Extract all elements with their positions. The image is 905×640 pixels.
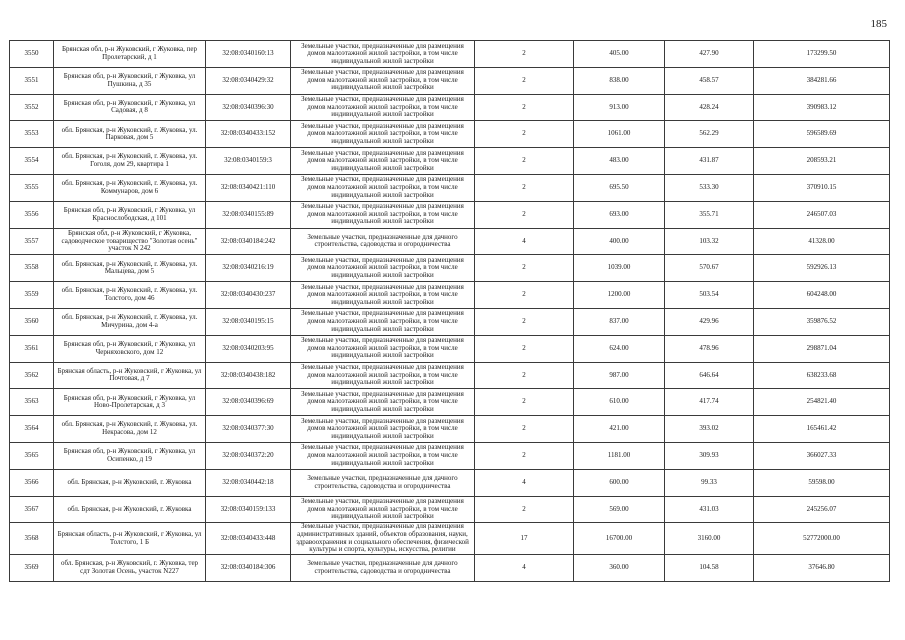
specific-value-cell: 309.93 [665, 442, 754, 469]
cadastral-number-cell: 32:08:0340203:95 [206, 335, 291, 362]
cadastral-value-cell: 604248.00 [754, 282, 890, 309]
row-number-cell: 3550 [10, 41, 54, 68]
cadastral-number-cell: 32:08:0340159:133 [206, 496, 291, 523]
land-use-cell: Земельные участки, предназначенные для размещения домов малоэтажной жилой застройки, в том числе индивидуальной жилой застройки [291, 335, 475, 362]
cadastral-value-cell: 359876.52 [754, 308, 890, 335]
area-cell: 693.00 [574, 201, 665, 228]
table-row [10, 523, 890, 554]
table-row [10, 94, 890, 121]
address-cell: обл. Брянская, р-н Жуковский, г. Жуковка, ул. Толстого, дом 46 [54, 282, 206, 309]
land-plot-registry-table [9, 40, 890, 582]
cadastral-value-cell: 59598.00 [754, 469, 890, 496]
land-use-cell: Земельные участки, предназначенные для размещения домов малоэтажной жилой застройки, в том числе индивидуальной жилой застройки [291, 201, 475, 228]
cadastral-number-cell: 32:08:0340159:3 [206, 148, 291, 175]
specific-value-cell: 3160.00 [665, 523, 754, 554]
specific-value-cell: 431.03 [665, 496, 754, 523]
cadastral-number-cell: 32:08:0340430:237 [206, 282, 291, 309]
table-row [10, 554, 890, 581]
use-group-cell: 4 [475, 469, 574, 496]
use-group-cell: 2 [475, 308, 574, 335]
area-cell: 600.00 [574, 469, 665, 496]
use-group-cell: 2 [475, 201, 574, 228]
use-group-cell: 2 [475, 416, 574, 443]
table-row [10, 174, 890, 201]
land-use-cell: Земельные участки, предназначенные для размещения домов малоэтажной жилой застройки, в том числе индивидуальной жилой застройки [291, 389, 475, 416]
specific-value-cell: 503.54 [665, 282, 754, 309]
use-group-cell: 4 [475, 228, 574, 255]
address-cell: Брянская обл, р-н Жуковский, г Жуковка, ул Пушкина, д 35 [54, 67, 206, 94]
area-cell: 1181.00 [574, 442, 665, 469]
area-cell: 405.00 [574, 41, 665, 68]
use-group-cell: 2 [475, 362, 574, 389]
address-cell: Брянская обл, р-н Жуковский, г Жуковка, садоводческое товарищество "Золотая осень" участок N 242 [54, 228, 206, 255]
cadastral-value-cell: 596589.69 [754, 121, 890, 148]
cadastral-number-cell: 32:08:0340184:306 [206, 554, 291, 581]
area-cell: 838.00 [574, 67, 665, 94]
land-use-cell: Земельные участки, предназначенные для размещения домов малоэтажной жилой застройки, в том числе индивидуальной жилой застройки [291, 67, 475, 94]
cadastral-value-cell: 298871.04 [754, 335, 890, 362]
cadastral-value-cell: 52772000.00 [754, 523, 890, 554]
area-cell: 610.00 [574, 389, 665, 416]
row-number-cell: 3554 [10, 148, 54, 175]
area-cell: 1039.00 [574, 255, 665, 282]
land-use-cell: Земельные участки, предназначенные для размещения домов малоэтажной жилой застройки, в том числе индивидуальной жилой застройки [291, 94, 475, 121]
address-cell: Брянская обл, р-н Жуковский, г Жуковка, пер Пролетарский, д 1 [54, 41, 206, 68]
cadastral-number-cell: 32:08:0340160:13 [206, 41, 291, 68]
land-use-cell: Земельные участки, предназначенные для дачного строительства, садоводства и огородничества [291, 469, 475, 496]
use-group-cell: 2 [475, 335, 574, 362]
cadastral-value-cell: 638233.68 [754, 362, 890, 389]
land-use-cell: Земельные участки, предназначенные для размещения домов малоэтажной жилой застройки, в том числе индивидуальной жилой застройки [291, 442, 475, 469]
row-number-cell: 3557 [10, 228, 54, 255]
use-group-cell: 2 [475, 496, 574, 523]
row-number-cell: 3563 [10, 389, 54, 416]
specific-value-cell: 431.87 [665, 148, 754, 175]
specific-value-cell: 533.30 [665, 174, 754, 201]
cadastral-number-cell: 32:08:0340195:15 [206, 308, 291, 335]
cadastral-number-cell: 32:08:0340377:30 [206, 416, 291, 443]
specific-value-cell: 478.96 [665, 335, 754, 362]
cadastral-value-cell: 390983.12 [754, 94, 890, 121]
row-number-cell: 3569 [10, 554, 54, 581]
cadastral-value-cell: 165461.42 [754, 416, 890, 443]
cadastral-number-cell: 32:08:0340216:19 [206, 255, 291, 282]
cadastral-value-cell: 254821.40 [754, 389, 890, 416]
area-cell: 913.00 [574, 94, 665, 121]
table-row [10, 389, 890, 416]
table-row [10, 41, 890, 68]
row-number-cell: 3561 [10, 335, 54, 362]
address-cell: обл. Брянская, р-н Жуковский, г. Жуковка, ул. Мальцева, дом 5 [54, 255, 206, 282]
table-row [10, 442, 890, 469]
table-row [10, 121, 890, 148]
address-cell: Брянская обл, р-н Жуковский, г Жуковка, ул Краснослободская, д 101 [54, 201, 206, 228]
row-number-cell: 3555 [10, 174, 54, 201]
use-group-cell: 2 [475, 67, 574, 94]
land-use-cell: Земельные участки, предназначенные для дачного строительства, садоводства и огородничества [291, 228, 475, 255]
cadastral-value-cell: 384281.66 [754, 67, 890, 94]
cadastral-value-cell: 246507.03 [754, 201, 890, 228]
specific-value-cell: 646.64 [665, 362, 754, 389]
area-cell: 483.00 [574, 148, 665, 175]
cadastral-value-cell: 208593.21 [754, 148, 890, 175]
specific-value-cell: 428.24 [665, 94, 754, 121]
table-row [10, 282, 890, 309]
cadastral-value-cell: 41328.00 [754, 228, 890, 255]
row-number-cell: 3558 [10, 255, 54, 282]
address-cell: Брянская обл, р-н Жуковский, г Жуковка, ул Ново-Пролетарская, д 3 [54, 389, 206, 416]
land-use-cell: Земельные участки, предназначенные для размещения домов малоэтажной жилой застройки, в том числе индивидуальной жилой застройки [291, 121, 475, 148]
cadastral-value-cell: 173299.50 [754, 41, 890, 68]
use-group-cell: 2 [475, 282, 574, 309]
row-number-cell: 3552 [10, 94, 54, 121]
table-row [10, 228, 890, 255]
row-number-cell: 3553 [10, 121, 54, 148]
registry-body [10, 41, 890, 582]
row-number-cell: 3565 [10, 442, 54, 469]
area-cell: 1061.00 [574, 121, 665, 148]
use-group-cell: 2 [475, 255, 574, 282]
land-use-cell: Земельные участки, предназначенные для размещения домов малоэтажной жилой застройки, в том числе индивидуальной жилой застройки [291, 308, 475, 335]
area-cell: 421.00 [574, 416, 665, 443]
area-cell: 16700.00 [574, 523, 665, 554]
cadastral-value-cell: 37646.80 [754, 554, 890, 581]
land-use-cell: Земельные участки, предназначенные для размещения домов малоэтажной жилой застройки, в том числе индивидуальной жилой застройки [291, 282, 475, 309]
cadastral-number-cell: 32:08:0340433:152 [206, 121, 291, 148]
cadastral-number-cell: 32:08:0340433:448 [206, 523, 291, 554]
address-cell: обл. Брянская, р-н Жуковский, г. Жуковка [54, 469, 206, 496]
row-number-cell: 3556 [10, 201, 54, 228]
row-number-cell: 3551 [10, 67, 54, 94]
land-use-cell: Земельные участки, предназначенные для размещения домов малоэтажной жилой застройки, в том числе индивидуальной жилой застройки [291, 41, 475, 68]
area-cell: 624.00 [574, 335, 665, 362]
land-use-cell: Земельные участки, предназначенные для размещения домов малоэтажной жилой застройки, в том числе индивидуальной жилой застройки [291, 416, 475, 443]
address-cell: обл. Брянская, р-н Жуковский, г. Жуковка, ул. Коммунаров, дом 6 [54, 174, 206, 201]
address-cell: Брянская обл, р-н Жуковский, г Жуковка, ул Осипенко, д 19 [54, 442, 206, 469]
use-group-cell: 2 [475, 389, 574, 416]
area-cell: 400.00 [574, 228, 665, 255]
use-group-cell: 17 [475, 523, 574, 554]
address-cell: Брянская область, р-н Жуковский, г Жуковка, ул Почтовая, д 7 [54, 362, 206, 389]
row-number-cell: 3567 [10, 496, 54, 523]
specific-value-cell: 99.33 [665, 469, 754, 496]
land-use-cell: Земельные участки, предназначенные для размещения домов малоэтажной жилой застройки, в том числе индивидуальной жилой застройки [291, 255, 475, 282]
row-number-cell: 3560 [10, 308, 54, 335]
specific-value-cell: 458.57 [665, 67, 754, 94]
row-number-cell: 3568 [10, 523, 54, 554]
cadastral-number-cell: 32:08:0340155:89 [206, 201, 291, 228]
address-cell: обл. Брянская, р-н Жуковский, г. Жуковка, ул. Мичурина, дом 4-а [54, 308, 206, 335]
address-cell: Брянская обл, р-н Жуковский, г Жуковка, ул Садовая, д 8 [54, 94, 206, 121]
land-use-cell: Земельные участки, предназначенные для дачного строительства, садоводства и огородничества [291, 554, 475, 581]
specific-value-cell: 393.02 [665, 416, 754, 443]
area-cell: 987.00 [574, 362, 665, 389]
address-cell: обл. Брянская, р-н Жуковский, г. Жуковка, ул. Гоголя, дом 29, квартира 1 [54, 148, 206, 175]
specific-value-cell: 427.90 [665, 41, 754, 68]
land-use-cell: Земельные участки, предназначенные для размещения административных зданий, объектов образования, науки, здравоохранения и социального обеспечения, физической культуры и спорта, культуры, искусства, религии [291, 523, 475, 554]
cadastral-number-cell: 32:08:0340184:242 [206, 228, 291, 255]
table-row [10, 148, 890, 175]
land-use-cell: Земельные участки, предназначенные для размещения домов малоэтажной жилой застройки, в том числе индивидуальной жилой застройки [291, 174, 475, 201]
area-cell: 569.00 [574, 496, 665, 523]
specific-value-cell: 104.58 [665, 554, 754, 581]
use-group-cell: 2 [475, 41, 574, 68]
row-number-cell: 3559 [10, 282, 54, 309]
cadastral-number-cell: 32:08:0340396:69 [206, 389, 291, 416]
cadastral-number-cell: 32:08:0340429:32 [206, 67, 291, 94]
table-row [10, 362, 890, 389]
land-use-cell: Земельные участки, предназначенные для размещения домов малоэтажной жилой застройки, в том числе индивидуальной жилой застройки [291, 148, 475, 175]
row-number-cell: 3566 [10, 469, 54, 496]
table-row [10, 469, 890, 496]
land-use-cell: Земельные участки, предназначенные для размещения домов малоэтажной жилой застройки, в том числе индивидуальной жилой застройки [291, 496, 475, 523]
table-row [10, 67, 890, 94]
row-number-cell: 3562 [10, 362, 54, 389]
specific-value-cell: 103.32 [665, 228, 754, 255]
address-cell: обл. Брянская, р-н Жуковский, г. Жуковка, ул. Парковая, дом 5 [54, 121, 206, 148]
use-group-cell: 2 [475, 442, 574, 469]
address-cell: обл. Брянская, р-н Жуковский, г. Жуковка, тер сдт Золотая Осень, участок N227 [54, 554, 206, 581]
cadastral-number-cell: 32:08:0340438:182 [206, 362, 291, 389]
land-use-cell: Земельные участки, предназначенные для размещения домов малоэтажной жилой застройки, в том числе индивидуальной жилой застройки [291, 362, 475, 389]
specific-value-cell: 429.96 [665, 308, 754, 335]
table-row [10, 308, 890, 335]
area-cell: 837.00 [574, 308, 665, 335]
table-row [10, 416, 890, 443]
page-number: 185 [870, 18, 887, 30]
use-group-cell: 2 [475, 148, 574, 175]
cadastral-number-cell: 32:08:0340396:30 [206, 94, 291, 121]
area-cell: 695.50 [574, 174, 665, 201]
specific-value-cell: 570.67 [665, 255, 754, 282]
use-group-cell: 4 [475, 554, 574, 581]
cadastral-number-cell: 32:08:0340421:110 [206, 174, 291, 201]
use-group-cell: 2 [475, 174, 574, 201]
address-cell: Брянская область, р-н Жуковский, г Жуковка, ул Толстого, 1 Б [54, 523, 206, 554]
cadastral-value-cell: 245256.07 [754, 496, 890, 523]
cadastral-value-cell: 592926.13 [754, 255, 890, 282]
use-group-cell: 2 [475, 94, 574, 121]
table-row [10, 335, 890, 362]
cadastral-value-cell: 366027.33 [754, 442, 890, 469]
use-group-cell: 2 [475, 121, 574, 148]
table-row [10, 201, 890, 228]
row-number-cell: 3564 [10, 416, 54, 443]
address-cell: Брянская обл, р-н Жуковский, г Жуковка, ул Черняховского, дом 12 [54, 335, 206, 362]
cadastral-number-cell: 32:08:0340372:20 [206, 442, 291, 469]
address-cell: обл. Брянская, р-н Жуковский, г. Жуковка [54, 496, 206, 523]
cadastral-value-cell: 370910.15 [754, 174, 890, 201]
area-cell: 1200.00 [574, 282, 665, 309]
cadastral-number-cell: 32:08:0340442:18 [206, 469, 291, 496]
specific-value-cell: 417.74 [665, 389, 754, 416]
table-row [10, 496, 890, 523]
specific-value-cell: 562.29 [665, 121, 754, 148]
area-cell: 360.00 [574, 554, 665, 581]
table-row [10, 255, 890, 282]
address-cell: обл. Брянская, р-н Жуковский, г. Жуковка, ул. Некрасова, дом 12 [54, 416, 206, 443]
specific-value-cell: 355.71 [665, 201, 754, 228]
